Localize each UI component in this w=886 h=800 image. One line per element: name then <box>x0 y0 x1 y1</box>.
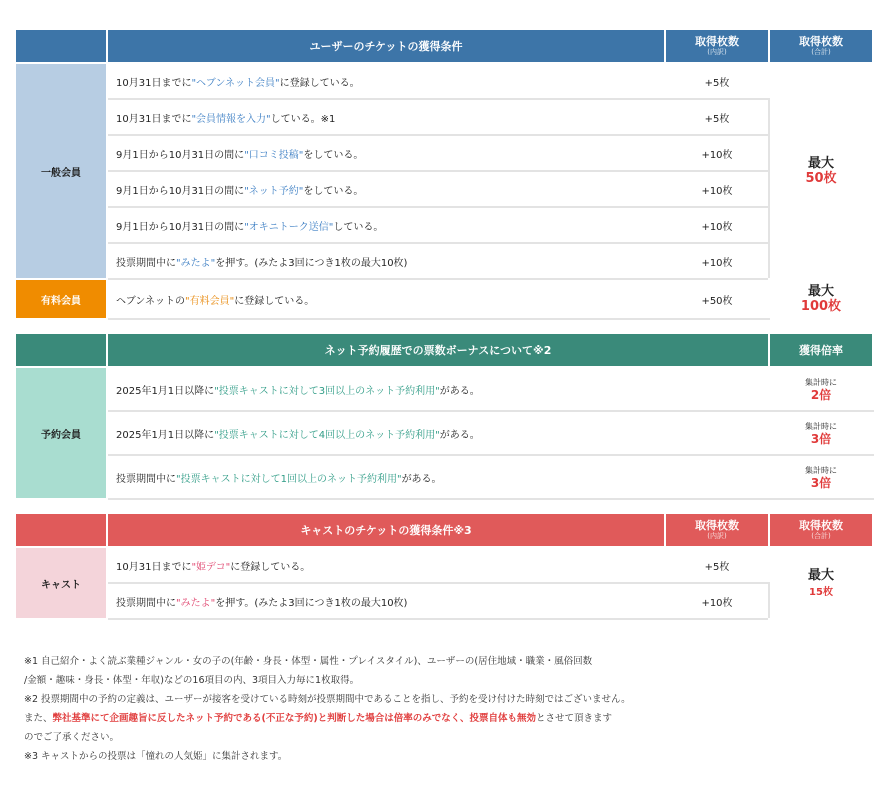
count-cell: +10枚 <box>665 207 769 243</box>
general-total: 最大 50枚 <box>769 63 873 279</box>
condition-cell: 投票期間中に"みたよ"を押す。(みたよ3回につき1枚の最大10枚) <box>107 583 665 619</box>
note-1b: /金額・趣味・身長・体型・年収)などの16項目の内、3項目入力毎に1枚取得。 <box>24 675 360 686</box>
table-row <box>15 243 873 279</box>
col-count-header: 取得枚数 (内訳) <box>665 513 769 547</box>
rate-cell: 集計時に 2倍 <box>769 367 873 411</box>
count-cell: +10枚 <box>665 243 769 279</box>
note-3: ※3 キャストからの投票は「憧れの人気姫」に集計されます。 <box>24 751 288 762</box>
condition-cell: 10月31日までに"会員情報を入力"している。※1 <box>107 99 665 135</box>
reservation-member-label: 予約会員 <box>15 367 107 499</box>
user-ticket-table <box>14 28 874 320</box>
count-cell: +5枚 <box>665 547 769 583</box>
table2-title: ネット予約履歴での票数ボーナスについて※2 <box>107 333 769 367</box>
condition-cell: 2025年1月1日以降に"投票キャストに対して4回以上のネット予約利用"がある。 <box>107 411 769 455</box>
rate-cell: 集計時に 3倍 <box>769 411 873 455</box>
table-row <box>15 207 873 243</box>
condition-cell: 2025年1月1日以降に"投票キャストに対して3回以上のネット予約利用"がある。 <box>107 367 769 411</box>
condition-cell: 10月31日までに"ヘブンネット会員"に登録している。 <box>107 63 665 99</box>
reservation-bonus-table <box>14 332 874 500</box>
condition-cell: 投票期間中に"投票キャストに対して1回以上のネット予約利用"がある。 <box>107 455 769 499</box>
condition-cell: ヘブンネットの"有料会員"に登録している。 <box>107 279 665 319</box>
col-total-header: 取得枚数 (合計) <box>769 29 873 63</box>
footnotes <box>24 652 864 766</box>
condition-cell: 9月1日から10月31日の間に"口コミ投稿"をしている。 <box>107 135 665 171</box>
table-row <box>15 411 873 455</box>
table-row <box>15 367 873 411</box>
table-row <box>15 583 873 619</box>
paid-member-label: 有料会員 <box>15 279 107 319</box>
count-cell: +5枚 <box>665 63 769 99</box>
table-row <box>15 63 873 99</box>
col-count-header: 取得枚数 (内訳) <box>665 29 769 63</box>
condition-cell: 9月1日から10月31日の間に"ネット予約"をしている。 <box>107 171 665 207</box>
content <box>14 28 872 620</box>
general-member-label: 一般会員 <box>15 63 107 279</box>
table-row <box>15 455 873 499</box>
count-cell: +5枚 <box>665 99 769 135</box>
table-row <box>15 547 873 583</box>
count-cell: +10枚 <box>665 583 769 619</box>
condition-cell: 投票期間中に"みたよ"を押す。(みたよ3回につき1枚の最大10枚) <box>107 243 665 279</box>
count-cell: +50枚 <box>665 279 769 319</box>
condition-cell: 9月1日から10月31日の間に"オキニトーク送信"している。 <box>107 207 665 243</box>
table-row <box>15 99 873 135</box>
header-blank <box>15 333 107 367</box>
note-1a: ※1 自己紹介・よく読ぶ業種ジャンル・女の子の(年齢・身長・体型・属性・プレイスタイル)、ユーザーの(居住地域・職業・風俗回数 <box>24 656 593 667</box>
table1-title: ユーザーのチケットの獲得条件 <box>107 29 665 63</box>
table-row <box>15 135 873 171</box>
count-cell: +10枚 <box>665 171 769 207</box>
header-blank <box>15 29 107 63</box>
count-cell: +10枚 <box>665 135 769 171</box>
cast-total: 最大 15枚 <box>769 547 873 619</box>
table3-title: キャストのチケットの獲得条件※3 <box>107 513 665 547</box>
cast-ticket-table <box>14 512 874 620</box>
note-2b: また、弊社基準にて企画趣旨に反したネット予約である(不正な予約)と判断した場合は倍率のみでなく、投票自体も無効とさせて頂きます <box>24 713 613 724</box>
table-row <box>15 171 873 207</box>
col-rate-header: 獲得倍率 <box>769 333 873 367</box>
col-total-header: 取得枚数 (合計) <box>769 513 873 547</box>
header-blank <box>15 513 107 547</box>
note-2c: のでご了承ください。 <box>24 732 120 743</box>
cast-label: キャスト <box>15 547 107 619</box>
paid-total: 最大 100枚 <box>769 279 873 319</box>
table-row <box>15 279 873 319</box>
rate-cell: 集計時に 3倍 <box>769 455 873 499</box>
condition-cell: 10月31日までに"姫デコ"に登録している。 <box>107 547 665 583</box>
note-2a: ※2 投票期間中の予約の定義は、ユーザーが接客を受けている時刻が投票期間中であることを指し、予約を受け付けた時刻ではございません。 <box>24 694 631 705</box>
